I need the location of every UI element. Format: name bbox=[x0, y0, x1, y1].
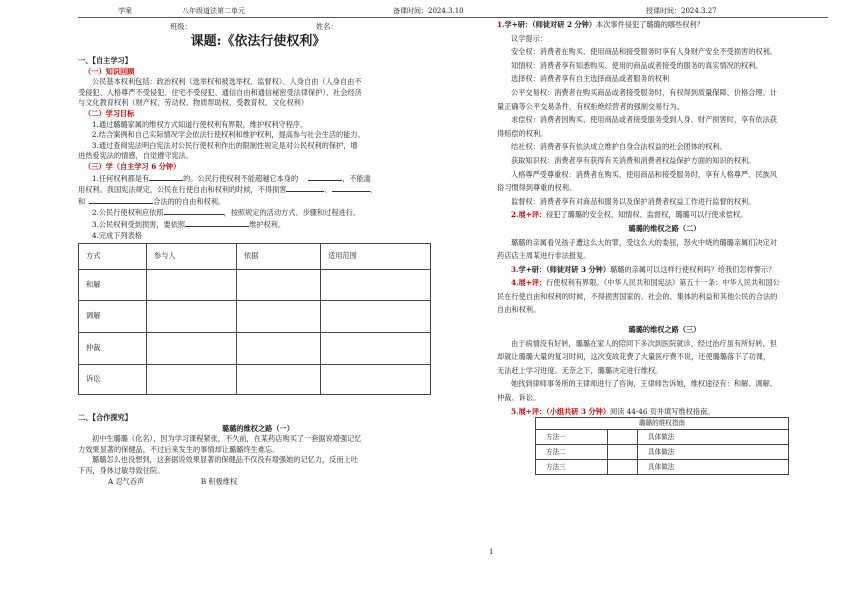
q2-text-a: 2.公民行使权利应依照 bbox=[92, 208, 164, 218]
table-row-label: 仲裁 bbox=[79, 333, 147, 365]
question-1-line-3 bbox=[78, 196, 438, 208]
guide-practice: 具体做法 bbox=[638, 430, 789, 445]
guide-gap-cell[interactable] bbox=[608, 430, 638, 445]
table-cell[interactable] bbox=[237, 333, 321, 365]
right-safety: 安全权：消费者在购买、使用商品和接受服务时享有人身财产安全不受损害的权利。 bbox=[511, 47, 777, 57]
right-education: 获取知识权：消费者享有获得有关消费和消费者权益保护方面的知识的权利。 bbox=[511, 155, 756, 165]
table-header-row bbox=[79, 244, 431, 270]
table-cell[interactable] bbox=[147, 301, 237, 333]
q3-number: 3. bbox=[511, 264, 519, 274]
question-3 bbox=[78, 219, 438, 231]
goal-3-line-2: 进热爱宪法的情感，自觉遵守宪法。 bbox=[78, 151, 194, 161]
guide-method: 方法三 bbox=[536, 460, 608, 475]
guide-practice: 具体做法 bbox=[638, 445, 789, 460]
q2-number: 2. bbox=[511, 210, 519, 220]
right-fair-trade-line-2: 量正确等公平交易条件，有权拒绝经营者的强制交易行为。 bbox=[497, 101, 684, 111]
table-row bbox=[79, 270, 431, 301]
rights-guide-table bbox=[535, 417, 789, 475]
table-cell[interactable] bbox=[147, 365, 237, 395]
table-row bbox=[79, 301, 431, 333]
road-3-para-1-line-2: 却就让璐璐大量的复习时间，这次变故花费了大量医疗费不说，还使璐璐落下了功课， bbox=[497, 352, 771, 362]
q1-text-a: 1.任何权利都是有 bbox=[92, 173, 150, 183]
subsection-goals-heading: （二）学习目标 bbox=[84, 108, 135, 118]
q4-text-a: 行使权利有界限。《中华人民共和国宪法》第五十一条：中华人民共和国公 bbox=[546, 278, 780, 288]
table-cell[interactable] bbox=[321, 365, 431, 395]
right-fair-trade-line-1: 公平交易权：消费者在购买商品或者接受服务时，有权得到质量保障、价格合理、计 bbox=[511, 87, 777, 97]
table-cell[interactable] bbox=[237, 270, 321, 301]
question-4: 4.完成下列表格 bbox=[92, 230, 142, 240]
table-cell[interactable] bbox=[321, 333, 431, 365]
guide-title-row bbox=[536, 418, 789, 430]
q1-text-h: 合法的的自由和权利。 bbox=[153, 196, 226, 206]
goal-1: 1.通过璐璐家属的维权方式知道行使权利有界限，维护权利守程序。 bbox=[92, 119, 308, 129]
right-compensation-line-1: 求偿权：消费者因购买、使用商品或者接受服务受到人身、财产损害时，享有依法获 bbox=[511, 115, 777, 125]
table-header-cell: 参与人 bbox=[147, 244, 237, 270]
road-3-para-2-line-2: 仲裁、诉讼。 bbox=[497, 393, 541, 403]
table-row-label: 诉讼 bbox=[79, 365, 147, 395]
page-number: 1 bbox=[489, 548, 494, 556]
question-1-line-1 bbox=[78, 173, 438, 185]
road-1-para-2-line-2: 下泻，身体过敏导致住院。 bbox=[78, 466, 165, 476]
header-prep-time: 备课时间：2024.3.10 bbox=[393, 7, 464, 15]
page-header bbox=[78, 0, 828, 18]
right-question-3 bbox=[497, 265, 832, 276]
q3-text-b: 维护权利。 bbox=[249, 219, 286, 229]
q1-text-e: 、 bbox=[324, 185, 332, 195]
table-cell[interactable] bbox=[321, 301, 431, 333]
review-line-1: 公民基本权利包括：政治权利（选举权和被选举权、监督权）、人身自由（人身自由不 bbox=[92, 77, 362, 87]
q5-tag: 展+评：（小组共研 3 分钟） bbox=[518, 406, 611, 416]
right-question-1 bbox=[497, 20, 832, 31]
right-question-4 bbox=[497, 278, 832, 289]
right-column bbox=[497, 20, 832, 475]
option-a[interactable]: A 忍气吞声 bbox=[108, 476, 145, 486]
right-question-5 bbox=[497, 407, 832, 418]
q1-blank-5[interactable] bbox=[89, 196, 153, 204]
header-teach-time: 授课时间：2024.3.27 bbox=[646, 7, 717, 15]
guide-method: 方法二 bbox=[536, 445, 608, 460]
lesson-title: 课题:《依法行使权利》 bbox=[190, 34, 326, 49]
methods-table bbox=[78, 243, 431, 395]
q1-text-d: 用权利。我国宪法规定，公民在行使自由和权利的时候，不得损害 bbox=[78, 185, 287, 195]
q1-text-b: 的。公民行使权利不能超越它本身的 bbox=[183, 173, 299, 183]
guide-gap-cell[interactable] bbox=[608, 460, 638, 475]
q3-blank[interactable] bbox=[185, 219, 249, 227]
q5-number: 5. bbox=[511, 406, 519, 416]
table-header-cell: 适用范围 bbox=[321, 244, 431, 270]
table-row bbox=[79, 333, 431, 365]
road-2-para-line-2: 药店店主周某进行非法报复。 bbox=[497, 251, 591, 261]
q1-number: 1. bbox=[497, 20, 505, 29]
q3-text: 璐璐的亲属可以这样行使权利吗？给我们怎样警示？ bbox=[610, 264, 776, 274]
table-cell[interactable] bbox=[321, 270, 431, 301]
table-cell[interactable] bbox=[147, 270, 237, 301]
section-self-study-heading: 一、【自主学习】 bbox=[78, 56, 132, 65]
header-subject: 学案 bbox=[118, 7, 132, 15]
section-cooperation-heading: 二、【合作探究】 bbox=[78, 413, 132, 423]
table-row bbox=[536, 460, 789, 475]
spacer bbox=[78, 395, 438, 413]
q4-line-2: 民在行使自由和权利的时候，不得损害国家的、社会的、集体的利益和其他公民的合法的 bbox=[497, 291, 778, 301]
class-label: 班级： bbox=[170, 22, 192, 31]
road-1-para-1-line-2: 力效果显著的保健品，不过后来发生的事情却让璐璐终生难忘。 bbox=[78, 444, 280, 454]
right-association: 结社权：消费者享有依法成立维护自身合法权益的社会团体的权利。 bbox=[511, 142, 727, 152]
q1-blank-3[interactable] bbox=[286, 184, 324, 192]
q1-blank-2[interactable] bbox=[308, 173, 342, 181]
q3-text-a: 3.公民权利受到损害，要依照 bbox=[92, 219, 186, 229]
table-row-label: 调解 bbox=[79, 301, 147, 333]
table-header-cell: 方式 bbox=[79, 244, 147, 270]
q3-tag: 学+研：（师徒对研 3 分钟） bbox=[518, 264, 611, 274]
table-cell[interactable] bbox=[147, 333, 237, 365]
goal-2: 2.结合案例和自己实际情况学会依法行使权利和维护权利，提高参与社会生活的能力。 bbox=[92, 130, 365, 140]
q2-tag: 展+评： bbox=[518, 210, 547, 220]
right-dignity-line-2: 俗习惯得到尊重的权利。 bbox=[497, 183, 577, 193]
guide-method: 方法一 bbox=[536, 430, 608, 445]
road-3-para-1-line-3: 无法赶上学习进度。无奈之下，璐璐决定进行维权。 bbox=[497, 365, 663, 375]
road-1-para-2-line-1: 璐璐怎么也没想到，这套据说效果显著的保健品不仅没有增强她的记忆力，反而上吐 bbox=[92, 455, 358, 465]
question-1-line-2 bbox=[78, 184, 438, 196]
q4-tag: 展+评： bbox=[518, 278, 547, 288]
q1-blank-1[interactable] bbox=[149, 173, 183, 181]
q1-text-c: ，不能滥 bbox=[342, 173, 371, 183]
road-3-para-1-line-1: 由于病情没有好转，璐璐在家人的陪同下多次到医院就诊，经过治疗虽有所好转，但 bbox=[511, 338, 777, 348]
table-cell[interactable] bbox=[237, 301, 321, 333]
table-header-cell: 依据 bbox=[237, 244, 321, 270]
road-1-title: 璐璐的维权之路（一） bbox=[222, 423, 294, 433]
q1-text: 本次事件侵犯了璐璐的哪些权利？ bbox=[596, 20, 704, 29]
q4-line-3: 自由和权利。 bbox=[497, 305, 541, 315]
q5-text: 阅读 44-46 页并填写维权指南。 bbox=[610, 406, 715, 416]
q1-blank-4[interactable] bbox=[332, 184, 370, 192]
header-unit: 八年级道法第二单元 bbox=[182, 7, 245, 15]
name-label: 姓名： bbox=[316, 22, 338, 31]
right-question-2 bbox=[497, 210, 832, 221]
guide-practice: 具体做法 bbox=[638, 460, 789, 475]
subsection-learn-heading: （三）学（自主学习 6 分钟） bbox=[84, 161, 181, 171]
table-row-label: 和解 bbox=[79, 270, 147, 301]
q4-number: 4. bbox=[511, 278, 519, 288]
right-choice: 选择权：消费者享有自主选择商品或者服务的权利 bbox=[511, 74, 670, 84]
options-line bbox=[78, 477, 438, 488]
table-row bbox=[536, 445, 789, 460]
guide-title: 璐璐的维权指南 bbox=[536, 418, 789, 430]
road-3-title: 璐璐的维权之路（三） bbox=[628, 325, 701, 335]
q2-text-b: ，按照规定的活动方式、步骤和过程进行。 bbox=[223, 208, 361, 218]
road-2-title: 璐璐的维权之路（二） bbox=[628, 223, 701, 233]
road-2-para-line-1: 璐璐的亲属看见孩子遭这么大的罪，受这么大的委屈，怒火中烧的璐璐亲属们决定对 bbox=[511, 237, 777, 247]
road-3-para-2-line-1: 她找到律师事务所的王律师进行了咨询，王律师告诉她，维权途径有：和解、调解、 bbox=[511, 379, 777, 389]
class-name-line bbox=[78, 20, 438, 31]
hint-label: 议学提示： bbox=[511, 33, 547, 43]
left-column bbox=[78, 20, 438, 487]
goal-3-line-1: 3.通过查阅宪法明白宪法对公民行使权利作出的限制性规定是对公民权利的保护，增 bbox=[92, 140, 358, 150]
review-line-2: 受侵犯、人格尊严不受侵犯、住宅不受侵犯、通信自由和通信秘密受法律保护）、社会经济 bbox=[78, 87, 362, 97]
q1-text-g: 和 bbox=[78, 196, 86, 206]
option-b[interactable]: B 积极维权 bbox=[200, 476, 238, 486]
guide-gap-cell[interactable] bbox=[608, 445, 638, 460]
q1-text-f: 、 bbox=[369, 185, 377, 195]
q2-text: 侵犯了璐璐的安全权、知情权、监督权，璐璐可以行使求偿权。 bbox=[546, 210, 748, 220]
table-row bbox=[79, 365, 431, 395]
right-compensation-line-2: 得赔偿的权利。 bbox=[497, 128, 548, 138]
right-dignity-line-1: 人格尊严受尊重权：消费者在购买、使用商品和接受服务时，享有人格尊严、民族风 bbox=[511, 169, 777, 179]
table-cell[interactable] bbox=[237, 365, 321, 395]
right-knowledge: 知情权：消费者享有知悉购买、使用的商品或者接受的服务的真实情况的权利。 bbox=[511, 60, 763, 70]
review-line-3: 与文化教育权利（财产权、劳动权、物质帮助权、受教育权、文化权利） bbox=[78, 98, 309, 108]
table-row bbox=[536, 430, 789, 445]
road-1-para-1-line-1: 初中生璐璐（化名），因为学习课程紧张，不久前，在某药店购买了一套据说增强记忆 bbox=[92, 434, 362, 444]
right-supervision: 监督权：消费者享有对商品和服务以及保护消费者权益工作进行监督的权利。 bbox=[511, 196, 756, 206]
q1-tag: 学+研：（师徒对研 2 分钟） bbox=[504, 20, 597, 29]
subsection-review-heading: （一）知识回顾 bbox=[84, 66, 135, 76]
question-2 bbox=[78, 207, 438, 219]
q2-blank[interactable] bbox=[164, 207, 224, 215]
